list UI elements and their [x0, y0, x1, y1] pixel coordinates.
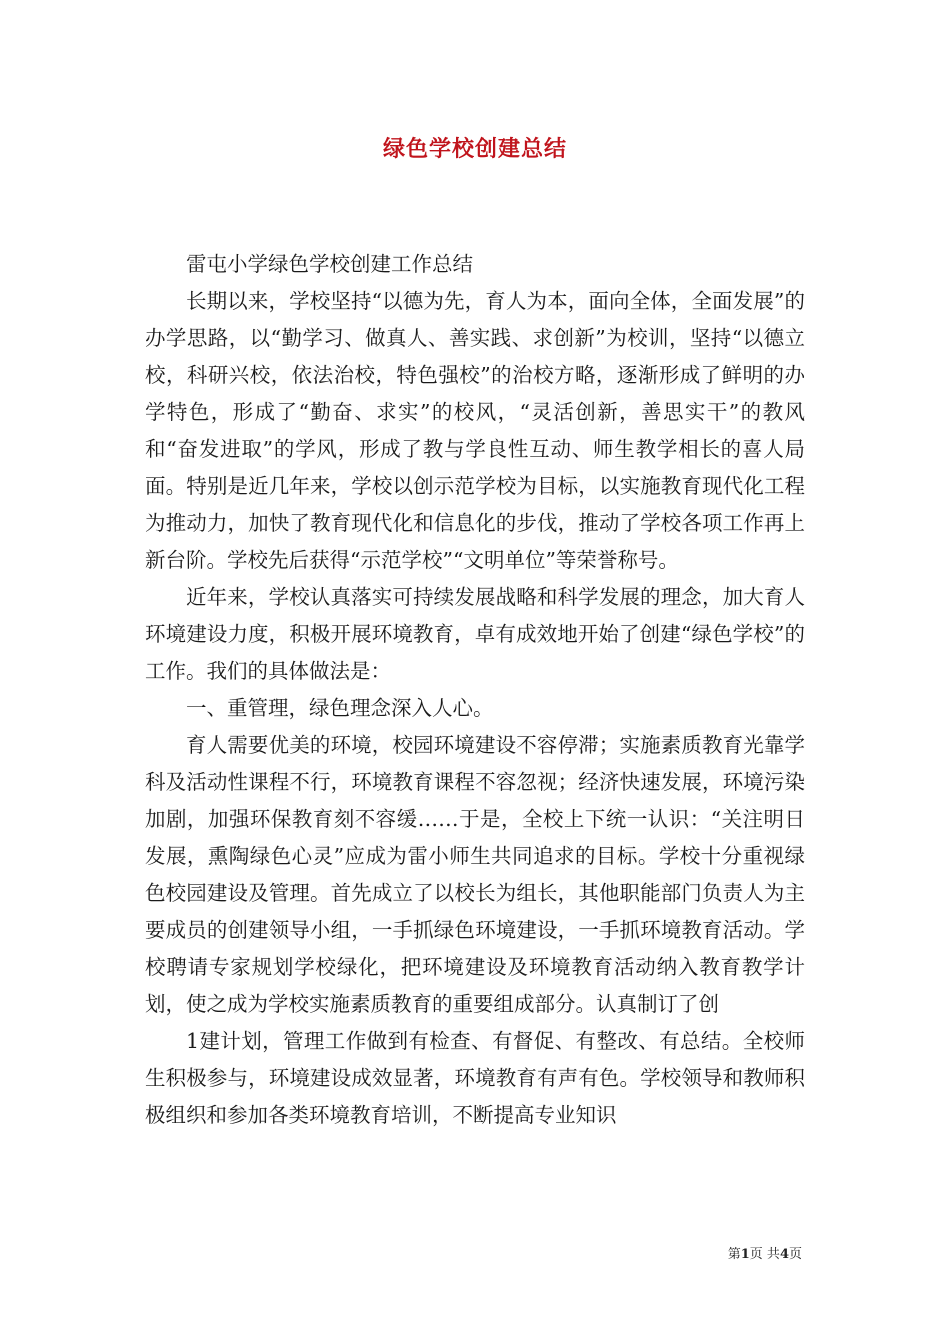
footer-total-pages: 4: [779, 1247, 789, 1262]
body-paragraph: 1建计划，管理工作做到有检查、有督促、有整改、有总结。全校师生积极参与，环境建设成效显著，环境教育有声有色。学校领导和教师积极组织和参加各类环境教育培训，不断提高专业知识: [145, 1029, 805, 1127]
body-paragraph: 近年来，学校认真落实可持续发展战略和科学发展的理念，加大育人环境建设力度，积极开展环境教育，卓有成效地开始了创建“绿色学校”的工作。我们的具体做法是：: [145, 585, 805, 683]
document-body: [145, 246, 805, 1134]
subtitle-paragraph: 雷屯小学绿色学校创建工作总结: [186, 252, 473, 276]
page-footer: [728, 1246, 802, 1264]
body-paragraph: 长期以来，学校坚持“以德为先，育人为本，面向全体，全面发展”的办学思路，以“勤学习、做真人、善实践、求创新”为校训，坚持“以德立校，科研兴校，依法治校，特色强校”的治校方略，逐渐形成了鲜明的办学特色，形成了“勤奋、求实”的校风，“灵活创新，善思实干”的教风和“奋发进取”的学风，形成了教与学良性互动、师生教学相长的喜人局面。特别是近几年来，学校以创示范学校为目标，以实施教育现代化工程为推动力，加快了教育现代化和信息化的步伐，推动了学校各项工作再上新台阶。学校先后获得“示范学校”“文明单位”等荣誉称号。: [145, 289, 805, 572]
footer-middle: 页 共: [749, 1247, 780, 1262]
section-heading: 一、重管理，绿色理念深入人心。: [186, 696, 494, 720]
footer-prefix: 第: [727, 1247, 741, 1262]
footer-suffix: 页: [788, 1247, 802, 1262]
body-paragraph: 育人需要优美的环境，校园环境建设不容停滞；实施素质教育光靠学科及活动性课程不行，环境教育课程不容忽视；经济快速发展，环境污染加剧，加强环保教育刻不容缓……于是，全校上下统一认识：“关注明日发展，熏陶绿色心灵”应成为雷小师生共同追求的目标。学校十分重视绿色校园建设及管理。首先成立了以校长为组长，其他职能部门负责人为主要成员的创建领导小组，一手抓绿色环境建设，一手抓环境教育活动。学校聘请专家规划学校绿化，把环境建设及环境教育活动纳入教育教学计划，使之成为学校实施素质教育的重要组成部分。认真制订了创: [145, 733, 805, 1016]
document-title: 绿色学校创建总结: [382, 136, 567, 162]
footer-current-page: 1: [740, 1247, 750, 1262]
